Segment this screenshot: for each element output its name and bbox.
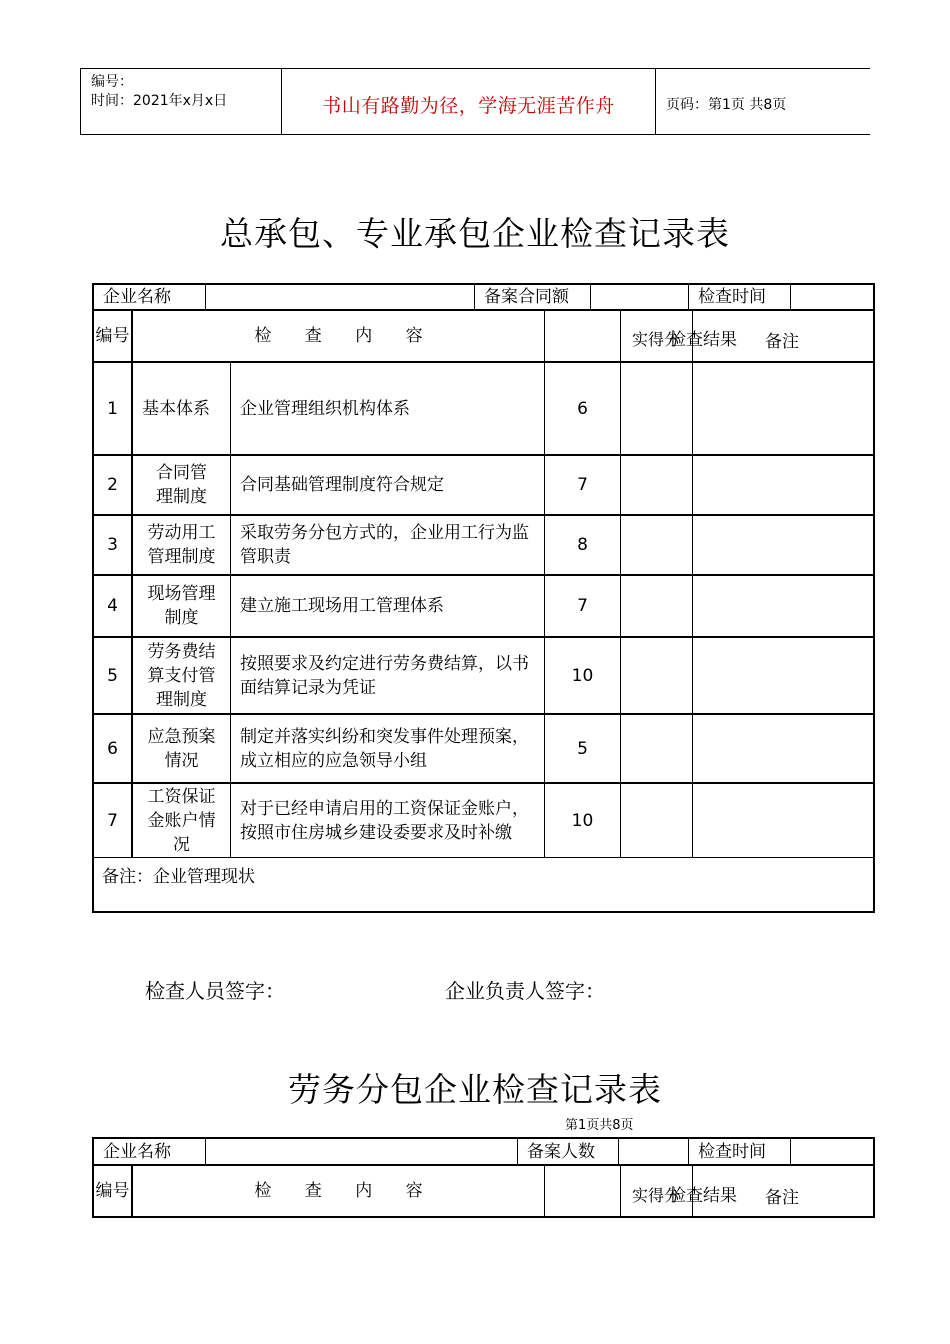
table1-row-7-content: 对于已经申请启用的工资保证金账户，按照市住房城乡建设委要求及时补缴 [240, 798, 529, 843]
table2-head-remark: 备注 [765, 1188, 799, 1208]
table2-page-note: 第1页共8页 [565, 1118, 634, 1133]
header-page-label: 页码：第1页 共8页 [666, 97, 787, 113]
table1-row-2-score: 7 [577, 475, 588, 495]
table1-row-1-number: 1 [107, 398, 118, 419]
table1-row-5-content: 按照要求及约定进行劳务费结算，以书面结算记录为凭证 [240, 653, 529, 698]
table1-row-3-category: 劳动用工管理制度 [147, 523, 216, 567]
table2-head-result: 检查结果 [669, 1186, 737, 1206]
table1-row-1-score: 6 [577, 398, 588, 419]
table1-head-score: 实得分 [632, 330, 681, 349]
company-head-signature-label: 企业负责人签字： [445, 979, 605, 1003]
table1-title: 总承包、专业承包企业检查记录表 [220, 214, 730, 253]
table1-row-6-score: 5 [577, 738, 588, 759]
table1-head-number: 编号 [95, 326, 130, 346]
table1-row-7-number: 7 [107, 810, 118, 831]
table1-row-6-number: 6 [107, 738, 118, 759]
table1-row-7-category: 工资保证金账户情况 [147, 786, 216, 855]
document-number-label: 编号： [91, 74, 133, 90]
table1-row-6-category: 应急预案情况 [147, 726, 216, 771]
table1-head-content: 检 查 内 容 [254, 326, 437, 346]
table1-row-5-category: 劳务费结算支付管理制度 [147, 641, 216, 710]
table1-row-7-score: 10 [571, 810, 594, 831]
inspector-signature-label: 检查人员签字： [145, 979, 285, 1003]
table2-head-score: 实得分 [632, 1186, 681, 1205]
table1-contract-amount-label: 备案合同额 [484, 287, 569, 307]
table2-head-content: 检 查 内 容 [254, 1181, 437, 1201]
table1-row-4-number: 4 [107, 596, 118, 616]
table1-row-3-score: 8 [577, 535, 588, 555]
table1-row-2-number: 2 [107, 475, 118, 495]
table1-head-remark: 备注 [765, 332, 799, 352]
header-meta-cell [81, 69, 282, 134]
table1-row-3-number: 3 [107, 535, 118, 555]
table1-row-1-content: 企业管理组织机构体系 [240, 398, 410, 419]
table1-row-4-score: 7 [577, 596, 588, 616]
header-page-cell [656, 69, 870, 134]
table1-row-5-number: 5 [107, 665, 118, 686]
table2-check-time-label: 检查时间 [698, 1141, 766, 1162]
table2-head-number: 编号 [95, 1181, 130, 1201]
table2-headcount-label: 备案人数 [527, 1141, 595, 1162]
header-motto: 书山有路勤为径，学海无涯苦作舟 [322, 95, 615, 117]
table1-row-5-score: 10 [571, 665, 594, 686]
table1-row-1-category: 基本体系 [142, 398, 210, 419]
table1-remark-row: 备注：企业管理现状 [102, 867, 255, 887]
table1-row-2-content: 合同基础管理制度符合规定 [240, 475, 444, 495]
table2-title: 劳务分包企业检查记录表 [288, 1070, 662, 1109]
table1-row-4-category: 现场管理制度 [147, 584, 216, 628]
table1-row-3-content: 采取劳务分包方式的，企业用工行为监管职责 [240, 523, 529, 567]
table2-company-name-label: 企业名称 [103, 1141, 171, 1162]
header-motto-cell [282, 69, 656, 134]
table1-row-2-category: 合同管理制度 [156, 463, 207, 507]
table1-check-time-label: 检查时间 [698, 287, 766, 307]
table1-company-name-label: 企业名称 [103, 287, 171, 307]
document-header [80, 68, 870, 135]
document-date-label: 时间：2021年x月x日 [91, 93, 228, 109]
table1-row-4-content: 建立施工现场用工管理体系 [240, 596, 444, 616]
table1-head-result: 检查结果 [669, 330, 737, 350]
table1-row-6-content: 制定并落实纠纷和突发事件处理预案，成立相应的应急领导小组 [240, 726, 529, 771]
